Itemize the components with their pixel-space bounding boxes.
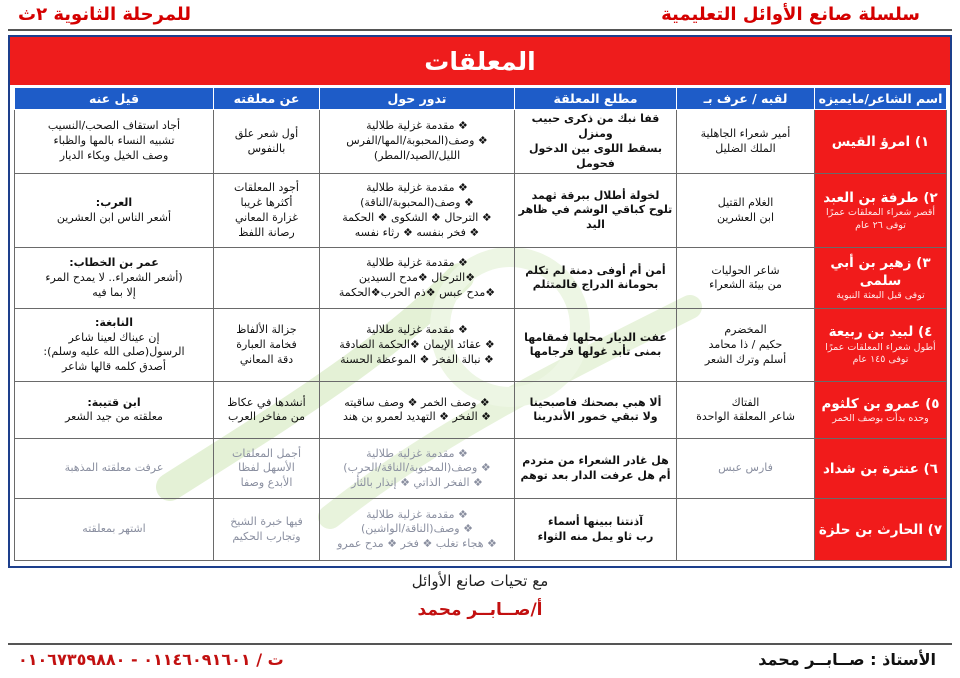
about-cell [214,248,320,309]
series-title: سلسلة صانع الأوائل التعليمية [661,4,920,25]
poet-note: توفى قبل البعثة النبوية [836,290,925,302]
opening-cell [515,248,677,309]
table-row [15,309,947,382]
about-cell [214,174,320,248]
title-line: فارس عبس [718,461,773,475]
about-line: جزالة الألفاظ [236,323,297,337]
topic-line: ❖مدح عبس ❖ذم الحرب❖الحكمة [338,285,496,299]
topics-cell [320,499,515,561]
topics-cell [320,110,515,174]
said-by-name: النابغة: [95,315,133,329]
about-line: وتجارب الحكيم [232,529,301,543]
topics-cell [320,174,515,248]
said-cell [15,248,214,309]
top-divider [8,29,952,31]
poet-cell [815,382,947,439]
poet-note: وحده بدأت بوصف الخمر [832,413,929,425]
opening-verse: ولا تبقي خمور الأندرينا [533,410,658,424]
opening-verse: أم هل عرفت الدار بعد توهم [520,468,671,482]
title-line: شاعر الحوليات [711,263,780,277]
topic-line: ❖ الترحال ❖ الشكوى ❖ الحكمة [342,210,492,224]
phone-numbers: ت / ٠١١٤٦٠٩١٦٠١ - ٠١٠٦٧٣٥٩٨٨٠ [18,650,284,669]
poet-name: ٢) طرفة بن العبد [823,189,938,206]
poet-name: ١) امرؤ القيس [831,133,930,150]
titles-cell [677,174,815,248]
poet-cell [815,174,947,248]
about-line: فخامة العبارة [236,337,297,351]
poet-name: ٧) الحارث بن حلزة [818,521,943,538]
opening-verse: هل غادر الشعراء من متردم [522,454,669,468]
topic-line: ❖ وصف(المحبوبة/الناقة/الحرب) [343,461,491,475]
mu-allaqat-table [14,87,947,561]
table-row [15,110,947,174]
about-line: أول شعر علق [234,126,299,140]
poet-cell [815,110,947,174]
title-line: من بيئة الشعراء [709,278,782,292]
opening-verse: قفا نبك من ذكرى حبيب ومنزل [531,112,660,140]
table-header-row [15,88,947,110]
poet-note: أقصر شعراء المعلقات عمرًا توفى ٢٦ عام [825,207,936,231]
table-row [15,174,947,248]
topic-line: ❖ مقدمة غزلية طلالية [366,256,468,270]
topics-cell [320,248,515,309]
opening-cell [515,499,677,561]
said-cell [15,174,214,248]
topic-line: ❖ الفخر الذاتي ❖ إنذار بالثأر [351,476,483,490]
titles-cell [677,499,815,561]
title-line: شاعر المعلقة الواحدة [696,410,795,424]
said-cell [15,309,214,382]
said-line: الرسول(صلى الله عليه وسلم): [43,345,185,359]
topic-line: ❖ مقدمة غزلية طلالية [366,507,468,521]
teacher-name: الأستاذ : صــابــر محمد [758,650,936,669]
about-line: رصانة اللفظ [238,225,295,239]
about-line: أكثرها غريبا [240,196,293,210]
table-body [15,110,947,561]
opening-verse: بمنى تأبد غولها فرجامها [529,345,662,359]
footer-greeting: مع تحيات صانع الأوائل [411,572,549,590]
poet-name: ٣) زهير بن أبي سلمى [830,254,931,289]
opening-cell [515,439,677,499]
page-title: المعلقات [424,46,536,76]
about-line: فيها خبرة الشيخ [230,515,303,529]
table-row [15,439,947,499]
opening-verse: بحومانة الدراج فالمتثلم [532,278,659,292]
said-by-name: عمر بن الخطاب: [69,256,159,270]
about-line: الأبدع وصفا [240,476,293,490]
titles-cell [677,309,815,382]
top-header [0,0,960,30]
titles-cell [677,439,815,499]
topic-line: ❖ مقدمة غزلية طلالية [366,181,468,195]
column-header-poet: اسم الشاعر/مايميزه [815,88,947,110]
about-cell [214,382,320,439]
table-row [15,382,947,439]
said-line: إن عيناك لعينا شاعر [68,330,160,344]
about-cell [214,499,320,561]
topic-line: ❖ مقدمة غزلية طلالية [366,323,468,337]
column-header-title: لقبه / عرف بـ [677,88,815,110]
said-line: (أشعر الشعراء.. لا يمدح المرء [45,270,183,284]
titles-cell [677,382,815,439]
about-line: أجود المعلقات [234,181,299,195]
topic-line: ❖ هجاء تغلب ❖ فخر ❖ مدح عمرو [337,537,497,551]
said-cell [15,439,214,499]
poet-cell [815,499,947,561]
poet-name: ٦) عنترة بن شداد [823,460,938,477]
said-line: أصدق كلمه قالها شاعر [62,360,166,374]
said-line: عرفت معلقته المذهبة [64,461,164,475]
said-cell [15,499,214,561]
title-line: الغلام القتيل [717,196,774,210]
opening-verse: آذنتنا ببينها أسماء [547,515,644,529]
about-line: الأسهل لفظا [238,461,295,475]
poet-cell [815,309,947,382]
about-line: بالنفوس [247,141,286,155]
topic-line: ❖ فخر بنفسه ❖ رثاء نفسه [354,225,480,239]
about-line: دقة المعاني [239,352,294,366]
about-line: أجمل المعلقات [231,446,302,460]
said-by-name: العرب: [95,196,133,210]
topics-cell [320,382,515,439]
opening-verse: رب ثاو يمل منه الثواء [537,529,654,543]
poet-cell [815,248,947,309]
opening-verse: بسقط اللوى بين الدخول فحومل [528,141,663,170]
topics-cell [320,439,515,499]
mu-allaqat-frame [8,35,952,568]
title-line: المخضرم [724,323,767,337]
poet-name: ٤) لبيد بن ربيعة [828,324,933,341]
about-cell [214,439,320,499]
topic-line: ❖ وصف الخمر ❖ وصف ساقيته [344,395,490,409]
topics-cell [320,309,515,382]
opening-verse: عفت الديار محلها فمقامها [524,330,667,344]
topic-line: ❖ مقدمة غزلية طلالية [366,446,468,460]
poet-cell [815,439,947,499]
title-line: ابن العشرين [716,210,775,224]
topic-line: ❖ عقائد الإيمان ❖الحكمة الصادقة [339,337,495,351]
opening-verse: ألا هبي بصحنك فاصبحينا [529,395,662,409]
opening-verse: لخولة أطلال ببرقة ثهمد [531,188,660,202]
title-line: أسلم وترك الشعر [704,352,787,366]
said-line: معلقته من جيد الشعر [65,410,163,424]
poet-name: ٥) عمرو بن كلثوم [821,395,940,412]
opening-verse: أمن أم أوفى دمنة لم تكلم [525,263,666,277]
opening-cell [515,110,677,174]
title-line: الملك الضليل [715,141,776,155]
said-line: أشعر الناس ابن العشرين [56,210,172,224]
topic-line: ❖ نبالة الفخر ❖ الموعظة الحسنة [340,352,494,366]
topic-line: ❖الترحال ❖مدح السيدين [358,270,476,284]
about-cell [214,309,320,382]
about-cell [214,110,320,174]
bottom-divider [8,643,952,645]
column-header-said: قيل عنه [15,88,214,110]
column-header-topics: تدور حول [320,88,515,110]
stage-label: للمرحلة الثانوية ٢ث [18,4,191,25]
said-cell [15,382,214,439]
about-line: غزارة المعاني [234,210,299,224]
opening-cell [515,382,677,439]
titles-cell [677,248,815,309]
table-row [15,248,947,309]
about-line: من مفاخر العرب [227,410,306,424]
opening-verse: تلوح كباقي الوشم في ظاهر اليد [518,203,673,232]
said-line: اشتهر بمعلقته [82,522,146,536]
topic-line: ❖ وصف(المحبوبة/الناقة) [360,196,474,210]
about-line: أنشدها في عكاظ [227,395,306,409]
opening-cell [515,174,677,248]
titles-cell [677,110,815,174]
topic-line: ❖ وصف(المحبوبة/المها/الفرس [346,134,488,148]
said-line: تشبيه النساء بالمها والظباء [53,134,175,148]
topic-line: ❖ الفخر ❖ التهديد لعمرو بن هند [343,410,491,424]
footer-signature: أ/صــابــر محمد [417,600,543,620]
opening-cell [515,309,677,382]
column-header-opening: مطلع المعلقة [515,88,677,110]
said-by-name: ابن قتيبة: [87,395,141,409]
said-line: إلا بما فيه [92,285,136,299]
title-line: أمير شعراء الجاهلية [700,126,791,140]
topic-line: ❖ مقدمة غزلية طلالية [366,119,468,133]
title-band [10,37,950,85]
table-row [15,499,947,561]
topic-line: الليل/الصيد/المطر) [373,149,461,163]
said-cell [15,110,214,174]
said-line: وصف الخيل وبكاء الديار [59,149,169,163]
said-line: أجاد استقاف الصحب/النسيب [47,119,181,133]
title-line: الفتاك [731,395,760,409]
topic-line: ❖ وصف(الناقة/الواشين) [361,522,473,536]
column-header-about: عن معلقته [214,88,320,110]
title-line: حكيم / ذا محامد [708,337,783,351]
poet-note: أطول شعراء المعلقات عمرًا توفى ١٤٥ عام [825,341,936,366]
